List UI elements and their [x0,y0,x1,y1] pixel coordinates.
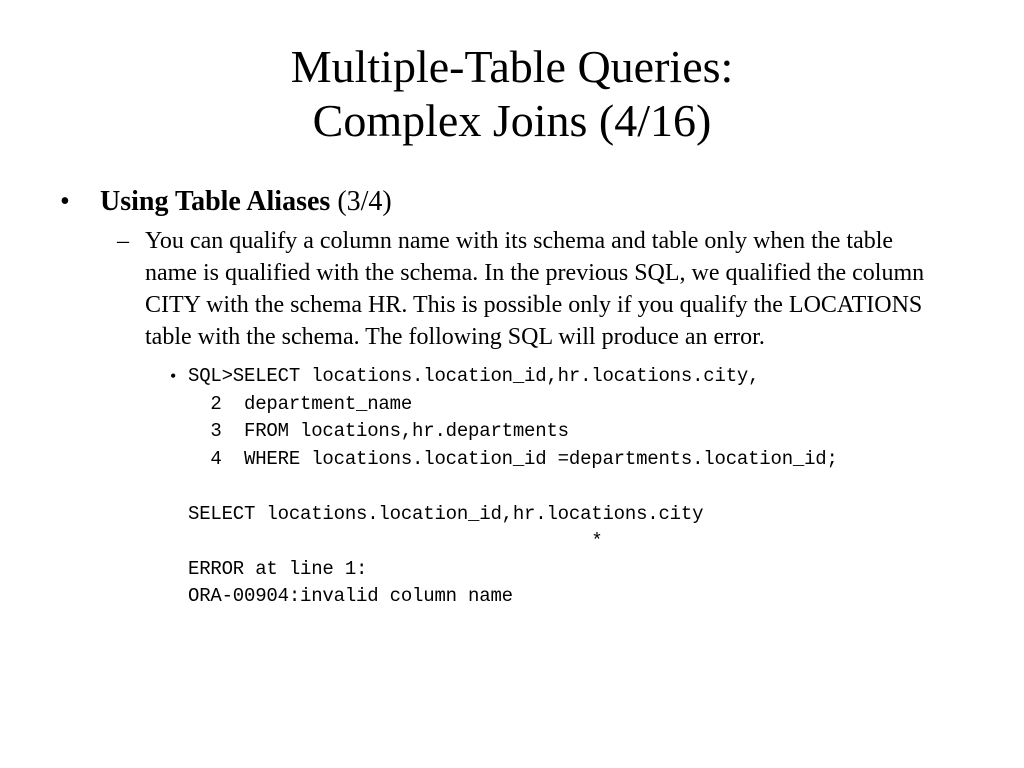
bullet-dot-icon: • [60,186,70,217]
slide-title [0,40,1024,148]
bullet-heading: Using Table Aliases [100,186,331,217]
bullet-heading-suffix: (3/4) [330,186,392,217]
slide-title-line-1: Multiple-Table Queries: [290,41,734,92]
bullet-level-2-text: You can qualify a column name with its schema and table only when the table name is qualified with the schema. In the previous SQL, we qualified the column CITY with the schema HR. This is possible only if you qualify the LOCATIONS table with the schema. The following SQL will produce an error. [145,228,925,350]
bullet-level-3 [170,363,948,611]
bullet-small-dot-icon: • [170,366,177,386]
sql-code-block: SQL>SELECT locations.location_id,hr.locations.city, 2 department_name 3 FROM locations,hr.departments 4 WHERE locations.location_id =departments.location_id; SELECT locations.location_id,hr.locations.city * ERROR at line 1: ORA-00904:invalid column name [188,365,838,607]
bullet-level-1 [60,183,980,221]
slide-title-line-2: Complex Joins (4/16) [312,95,712,146]
dash-icon: – [117,228,129,254]
slide-content [60,183,980,611]
bullet-level-2 [117,225,945,353]
